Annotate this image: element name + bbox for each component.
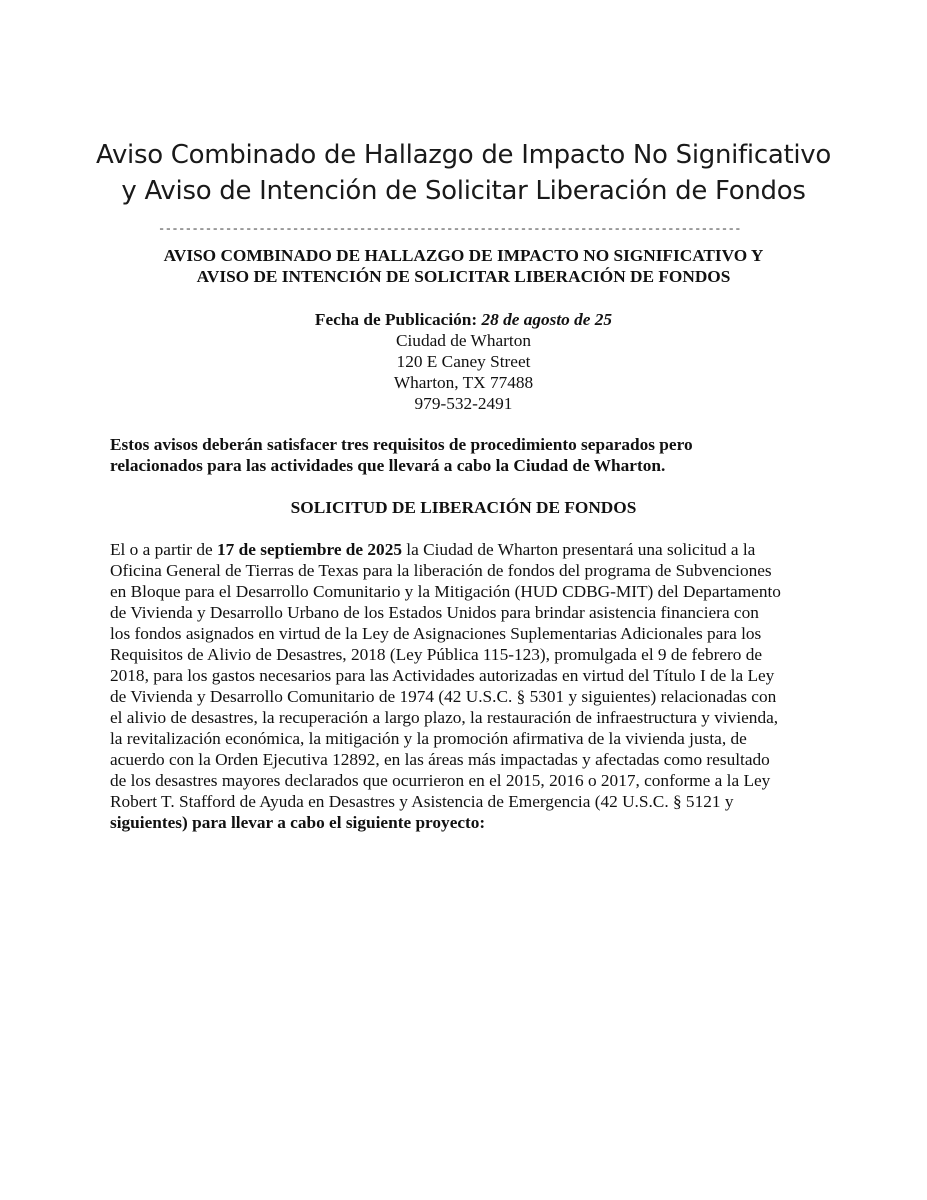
requirements-notice-line-2: relacionados para las actividades que llevará a cabo la Ciudad de Wharton. xyxy=(110,456,666,475)
section-heading: SOLICITUD DE LIBERACIÓN DE FONDOS xyxy=(290,498,637,517)
body-line: Robert T. Stafford de Ayuda en Desastres y Asistencia de Emergencia (42 U.S.C. § 5121 y xyxy=(110,792,734,811)
body-line-1-prefix: El o a partir de xyxy=(110,540,218,559)
body-line: 2018, para los gastos necesarios para las Actividades autorizadas en virtud del Título I de la Ley xyxy=(110,666,775,685)
address-line-city-state-zip: Wharton, TX 77488 xyxy=(393,373,534,392)
notice-heading xyxy=(60,245,867,287)
publication-date-line xyxy=(60,309,867,330)
body-line: acuerdo con la Orden Ejecutiva 12892, en las áreas más impactadas y afectadas como resultado xyxy=(110,750,770,769)
body-line-1-date: 17 de septiembre de 2025 xyxy=(217,540,402,559)
body-paragraph xyxy=(110,539,825,833)
requirements-notice xyxy=(110,434,830,476)
title-line-2: y Aviso de Intención de Solicitar Liberación de Fondos xyxy=(121,176,806,206)
body-line: de los desastres mayores declarados que ocurrieron en el 2015, 2016 o 2017, conforme a la Ley xyxy=(110,771,771,790)
title-line-1: Aviso Combinado de Hallazgo de Impacto No Significativo xyxy=(96,140,831,170)
body-line: la revitalización económica, la mitigación y la promoción afirmativa de la vivienda justa, de xyxy=(110,729,747,748)
body-line: de Vivienda y Desarrollo Comunitario de 1974 (42 U.S.C. § 5301 y siguientes) relacionadas con xyxy=(110,687,777,706)
body-line-1 xyxy=(110,539,825,560)
notice-heading-line-1: AVISO COMBINADO DE HALLAZGO DE IMPACTO NO SIGNIFICATIVO Y xyxy=(163,246,764,265)
requirements-notice-line-1: Estos avisos deberán satisfacer tres requisitos de procedimiento separados pero xyxy=(110,435,693,454)
publication-date-value: 28 de agosto de 25 xyxy=(481,310,613,329)
body-last-line: siguientes) para llevar a cabo el siguiente proyecto: xyxy=(110,813,486,832)
address-line-street: 120 E Caney Street xyxy=(396,352,531,371)
dashed-divider: --------------------------------------------------------------------------------------- xyxy=(158,222,742,236)
body-line: el alivio de desastres, la recuperación a largo plazo, la restauración de infraestructura y vivienda, xyxy=(110,708,779,727)
body-line: Requisitos de Alivio de Desastres, 2018 (Ley Pública 115-123), promulgada el 9 de febrero de xyxy=(110,645,763,664)
document-title xyxy=(60,137,867,209)
body-line: Oficina General de Tierras de Texas para la liberación de fondos del programa de Subvenciones xyxy=(110,561,772,580)
publication-date-label: Fecha de Publicación: xyxy=(314,310,478,329)
body-line-1-suffix: la Ciudad de Wharton presentará una solicitud a la xyxy=(401,540,756,559)
notice-heading-line-2: AVISO DE INTENCIÓN DE SOLICITAR LIBERACIÓN DE FONDOS xyxy=(196,267,731,286)
address-line-phone: 979-532-2491 xyxy=(414,394,513,413)
address-line-city: Ciudad de Wharton xyxy=(395,331,532,350)
publication-block xyxy=(60,309,867,414)
body-line: en Bloque para el Desarrollo Comunitario y la Mitigación (HUD CDBG-MIT) del Departamento xyxy=(110,582,781,601)
body-line: los fondos asignados en virtud de la Ley de Asignaciones Suplementarias Adicionales para los xyxy=(110,624,762,643)
body-line: de Vivienda y Desarrollo Urbano de los Estados Unidos para brindar asistencia financiera con xyxy=(110,603,759,622)
